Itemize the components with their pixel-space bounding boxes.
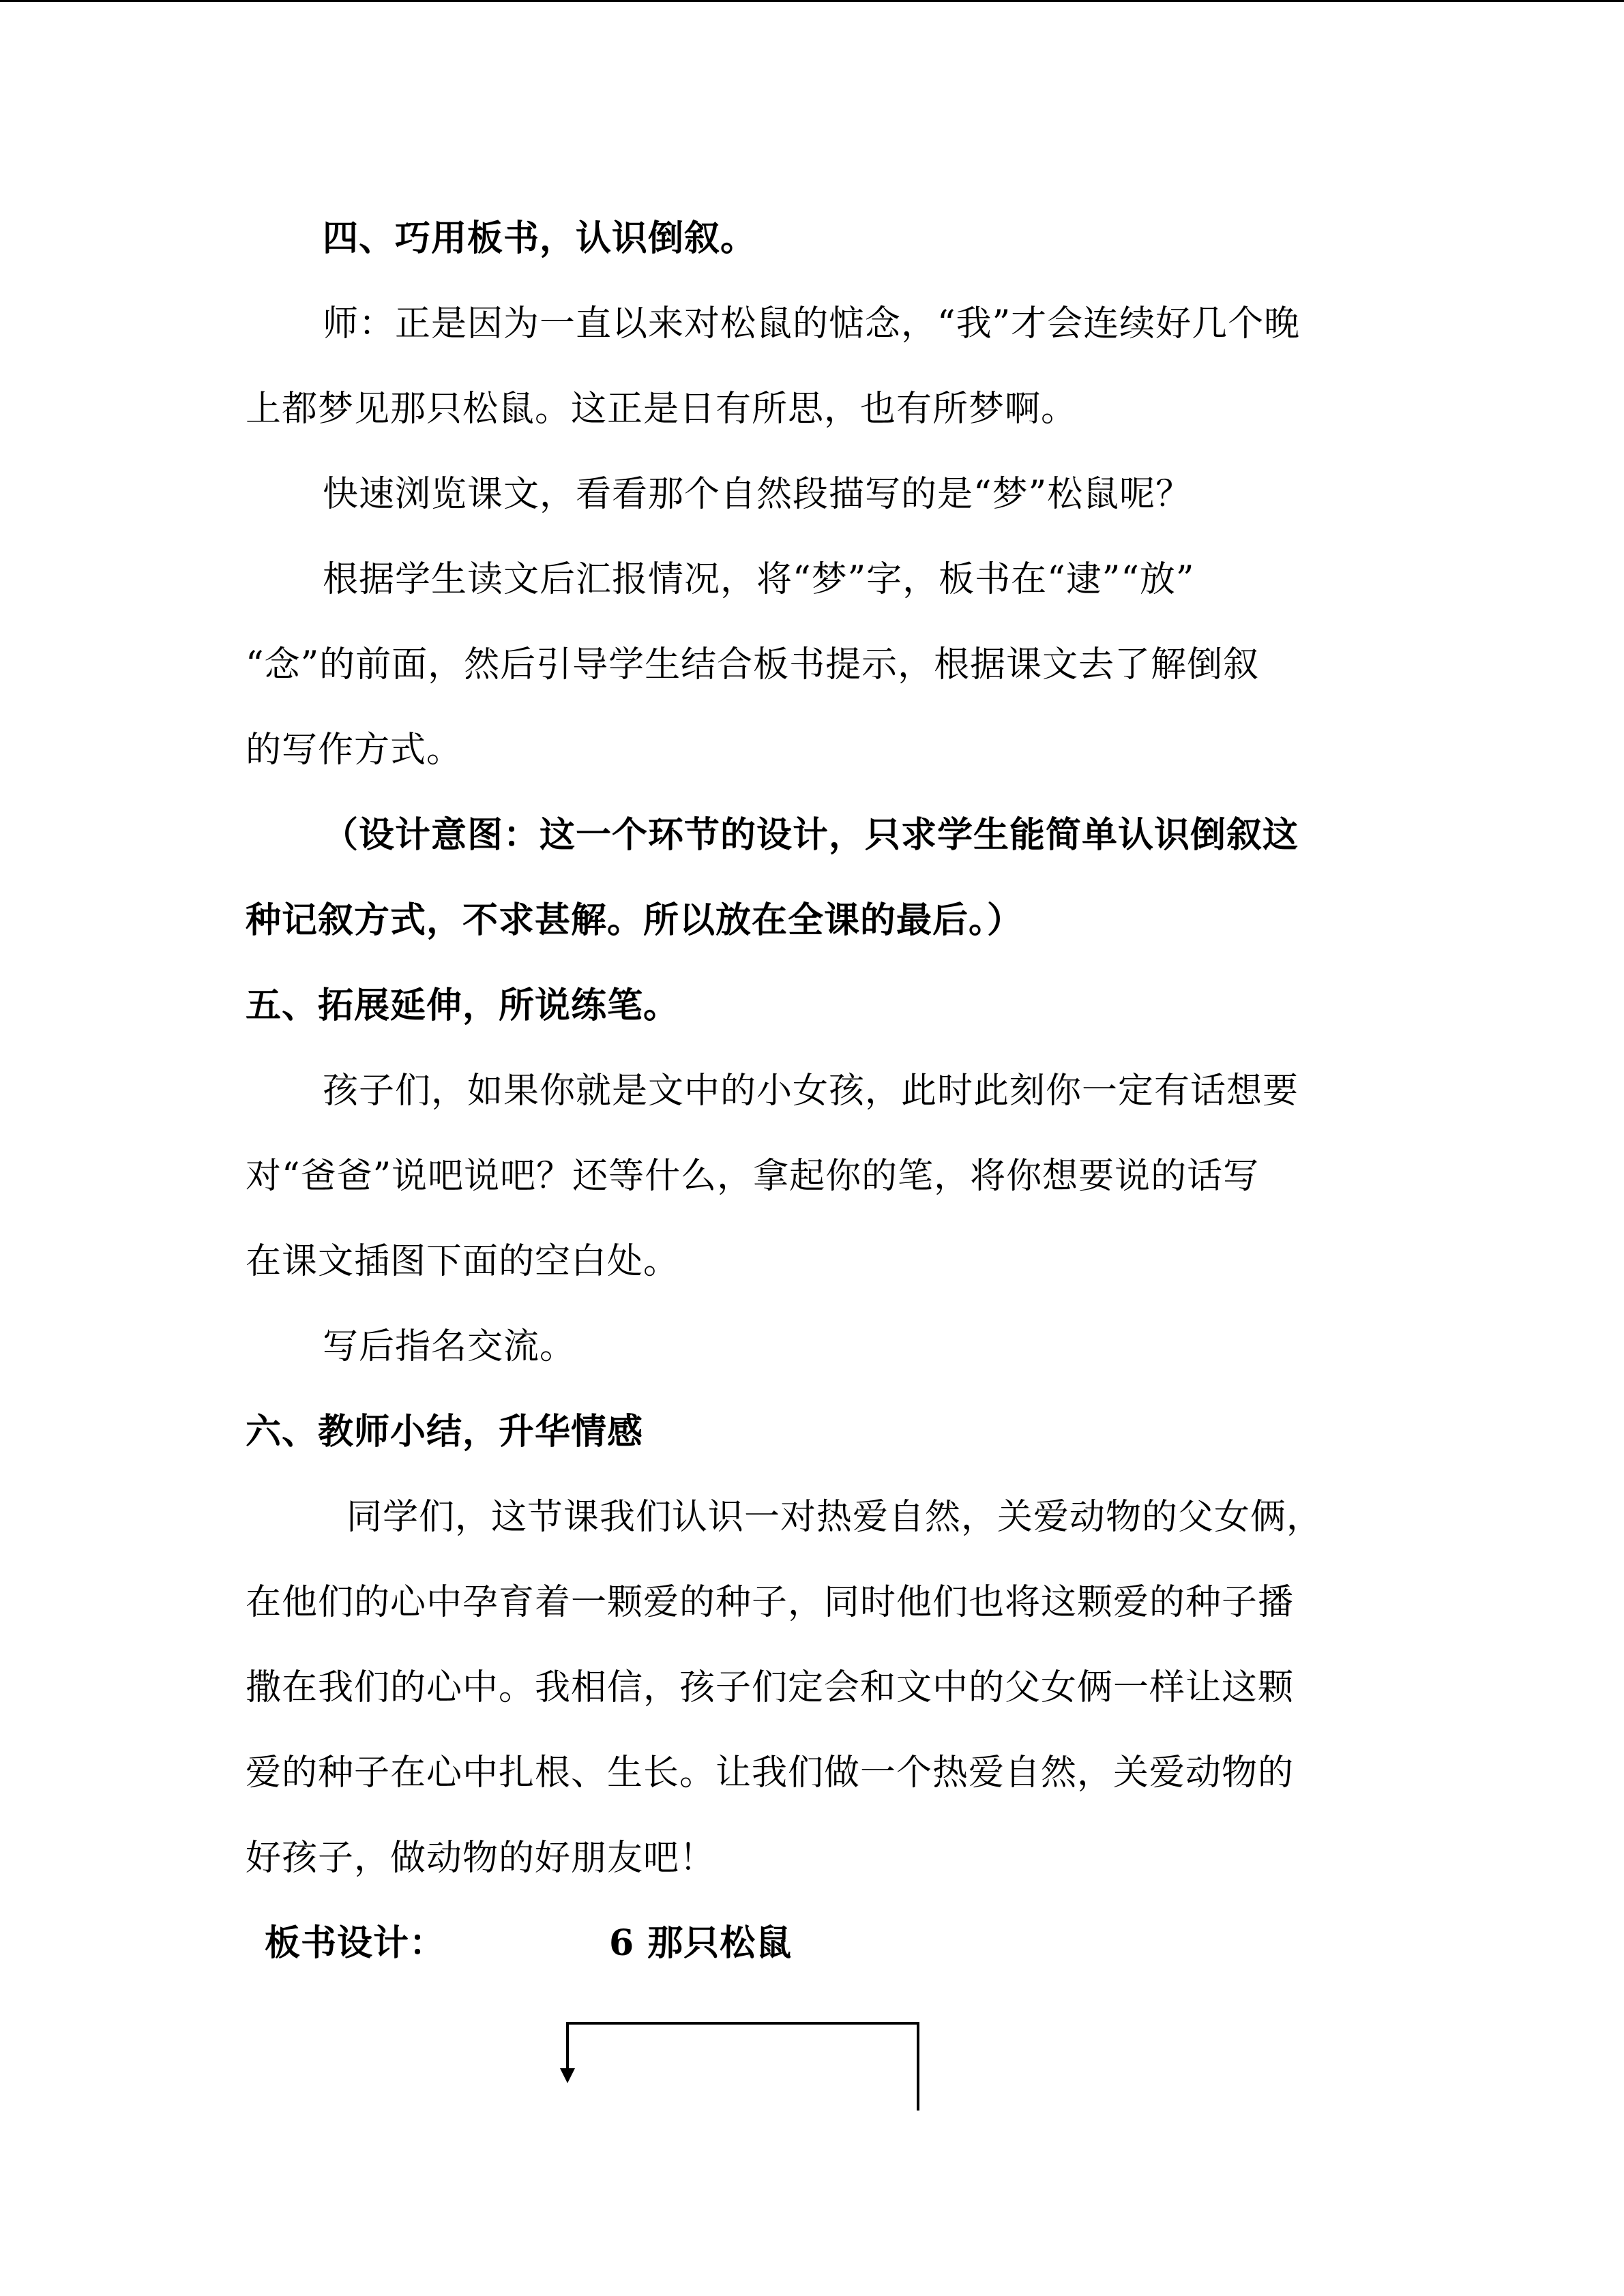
section-4-para-1-line-2: 上都梦见那只松鼠。这正是日有所思，也有所梦啊。	[246, 389, 1078, 430]
design-intent-line-1: （设计意图：这一个环节的设计，只求学生能简单认识倒叙这	[323, 814, 1299, 856]
board-design-label: 板书设计：	[265, 1922, 446, 1964]
section-4-para-3-line-3: 的写作方式。	[246, 730, 463, 771]
design-intent-line-2: 种记叙方式，不求甚解。所以放在全课的最后。）	[246, 899, 1024, 941]
section-4-para-2: 快速浏览课文，看看那个自然段描写的是“梦”松鼠呢？	[323, 474, 1192, 515]
section-6-para-1-line-5: 好孩子，做动物的好朋友吧！	[246, 1838, 716, 1879]
section-4-para-3-line-2: “念”的前面，然后引导学生结合板书提示，根据课文去了解倒叙	[246, 644, 1260, 685]
board-design-title: 6 那只松鼠	[609, 1922, 793, 1964]
section-4-heading: 四、巧用板书，认识倒叙。	[323, 218, 757, 259]
diagram-arrow-head	[560, 2068, 575, 2083]
section-6-heading: 六、教师小结，升华情感	[246, 1411, 644, 1452]
section-6-para-1-line-2: 在他们的心中孕育着一颗爱的种子，同时他们也将这颗爱的种子播	[246, 1582, 1295, 1623]
section-5-heading: 五、拓展延伸，所说练笔。	[246, 985, 680, 1026]
section-5-para-1-line-2: 对“爸爸”说吧说吧？还等什么，拿起你的笔，将你想要说的话写	[246, 1156, 1260, 1197]
section-6-para-1-line-4: 爱的种子在心中扎根、生长。让我们做一个热爱自然，关爱动物的	[246, 1753, 1295, 1793]
section-4-para-3-line-1: 根据学生读文后汇报情况，将“梦”字，板书在“逮”“放”	[323, 559, 1195, 600]
section-5-para-1-line-1: 孩子们，如果你就是文中的小女孩，此时此刻你一定有话想要	[323, 1071, 1299, 1112]
section-5-para-2: 写后指名交流。	[323, 1326, 576, 1367]
section-4-para-1-line-1: 师：正是因为一直以来对松鼠的惦念，“我”才会连续好几个晚	[323, 303, 1301, 344]
section-5-para-1-line-3: 在课文插图下面的空白处。	[246, 1241, 680, 1282]
board-diagram	[556, 2015, 928, 2117]
section-6-para-1-line-3: 撒在我们的心中。我相信，孩子们定会和文中的父女俩一样让这颗	[246, 1667, 1295, 1708]
section-6-para-1-line-1: 同学们，这节课我们认识一对热爱自然，关爱动物的父女俩，	[346, 1497, 1323, 1538]
